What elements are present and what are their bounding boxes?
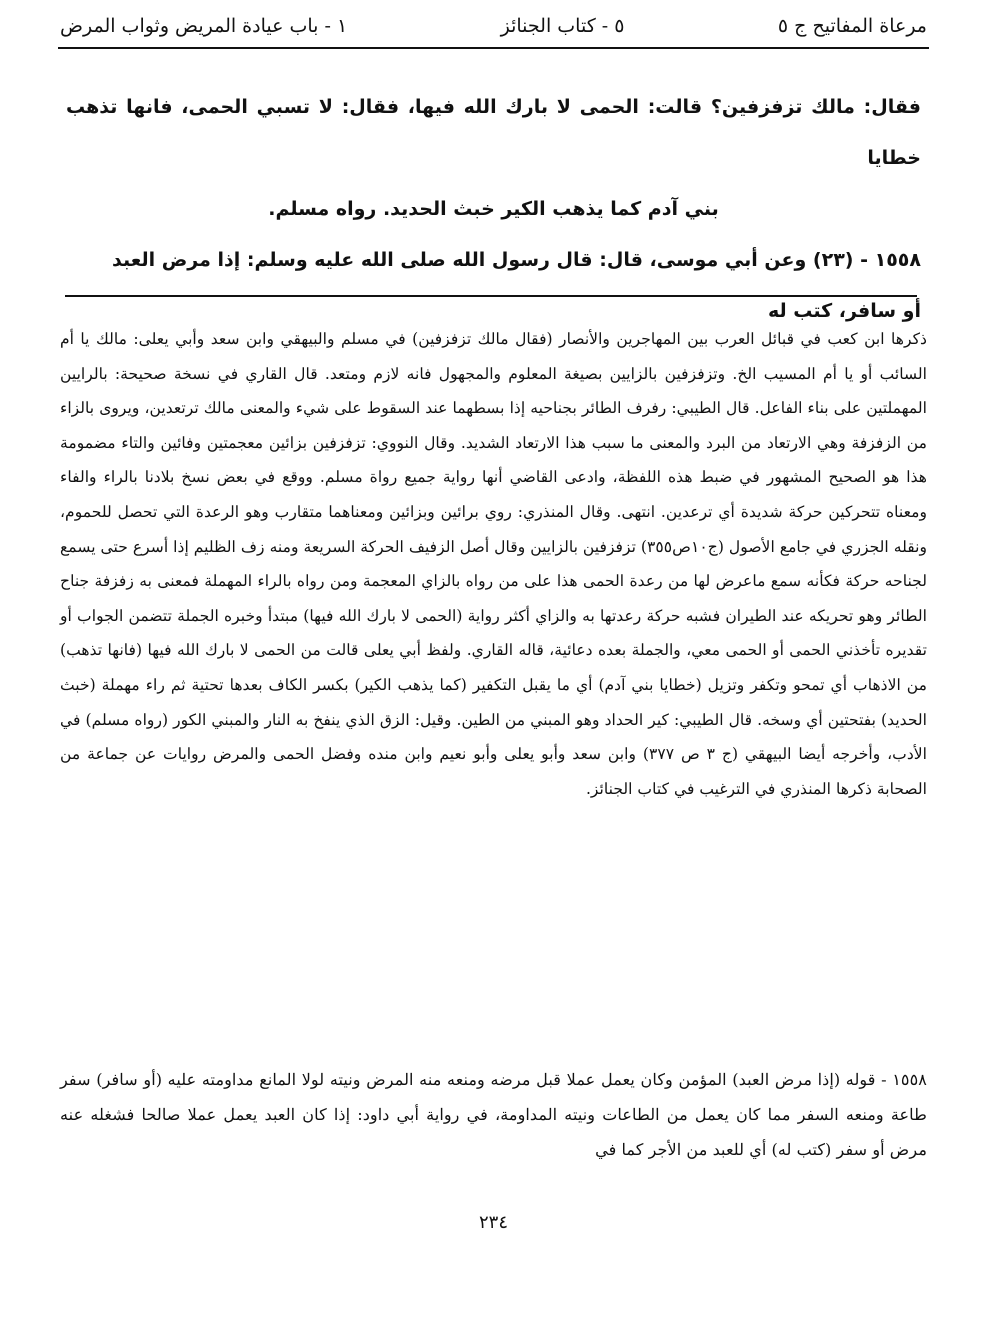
commentary-paragraph: ذكرها ابن كعب في قبائل العرب بين المهاجرين والأنصار (فقال مالك تزفزفين) في مسلم والبيهقي وابن سعد وأبي يعلى: مالك يا أم السائب أو يا أم المسيب الخ. وتزفزفين بالزايين بصيغة المعلوم والمجهول فانه لازم ومتعد. قال القاري في نسخة صحيحة: بالرايين المهملتين على بناء الفاعل. قال الطيبي: رفرف الطائر بجناحيه إذا بسطهما عند السقوط على شيء والمعنى مالك ترتعدين، ويروى بالزاء من الزفزفة وهي الارتعاد من البرد والمعنى ما سبب هذا الارتعاد الشديد. وقال النووي: تزفزفين بزائين معجمتين وفائين والتاء مضمومة هذا هو الصحيح المشهور في ضبط هذه اللفظة، وادعى القاضي أنها رواية جميع رواة مسلم. ووقع في بعض نسخ بلادنا بالراء والفاء ومعناه تتحركين حركة شديدة أي ترعدين. انتهى. وقال المنذري: روي برائين وبزائين ومعناهما متقارب وهو الرعدة التي تحصل للحموم، ونقله الجزري في جامع الأصول (ج١٠ص٣٥٥) تزفزفين بالزايين وقال أصل الزفيف الحركة السريعة ومنه زف الظليم إذا أسرع حتى يسمع لجناحه حركة فكأنه سمع ماعرض لها من رعدة الحمى هذا على من رواه بالزاي المعجمة ومن رواه بالراء المهملة فمعنى به زفزفة جناح الطائر وهو تحريكه عند الطيران فشبه حركة رعدتها به والزاي أكثر رواية (الحمى لا بارك الله فيها) مبتدأ وخبره الجملة تتضمن الجواب أو تقديره تأخذني الحمى أو الحمى معي، والجملة بعده دعائية، قاله القاري. ولفظ أبي يعلى قالت من الحمى لا بارك الله فيها (فانها تذهب) من الاذهاب أي تمحو وتكفر وتزيل (خطايا بني آدم) أي ما يقبل التكفير (كما يذهب الكير) بكسر الكاف بعدها تحتية ثم راء مهملة (خبث الحديد) بفتحتين أي وسخه. قال الطيبي: كير الحداد وهو المبني من الطين. وقيل: الزق الذي ينفخ به النار والمبني الكور (رواه مسلم) في الأدب، وأخرجه أيضا البيهقي (ج ٣ ص ٣٧٧) وابن سعد وأبو يعلى وأبو نعيم وابن منده وفضل الحمى والمرض روايات عن جماعة من الصحابة ذكرها المنذري في الترغيب في كتاب الجنائز. <box>60 330 928 798</box>
commentary-paragraph-2: ١٥٥٨ - قوله (إذا مرض العبد) المؤمن وكان يعمل عملا قبل مرضه ومنعه منه المرض ونيته لولا المانع مداومته عليه (أو سافر) سفر طاعة ومنعه السفر مما كان يعمل من الطاعات ونيته المداومة، في رواية أبي داود: إذا كان العبد يعمل عملا صالحا فشغله عنه مرض أو سفر (كتب له) أي للعبد من الأجر كما في <box>60 1070 927 1159</box>
page-number: ٢٣٤ <box>478 1212 508 1233</box>
header-rule <box>58 47 929 49</box>
header-book-title: مرعاة المفاتيح ج ٥ <box>777 15 927 37</box>
commentary-block-2 <box>60 1062 927 1167</box>
commentary-block <box>60 322 927 806</box>
hadith-line-1: فقال: مالك تزفزفين؟ قالت: الحمى لا بارك الله فيها، فقال: لا تسبي الحمى، فانها تذهب خطايا <box>66 96 921 169</box>
header-chapter: ٥ - كتاب الجنائز <box>500 15 625 37</box>
footnote-rule <box>65 295 917 297</box>
header-section: ١ - باب عيادة المريض وثواب المرض <box>60 15 348 37</box>
hadith-line-4: أو سافر، كتب له <box>767 300 921 322</box>
hadith-line-2: بني آدم كما يذهب الكير خبث الحديد. رواه مسلم. <box>268 198 719 220</box>
running-header <box>60 6 927 46</box>
hadith-line-3: ١٥٥٨ - (٢٣) وعن أبي موسى، قال: قال رسول الله صلى الله عليه وسلم: إذا مرض العبد <box>112 249 921 271</box>
hadith-text <box>66 82 921 337</box>
